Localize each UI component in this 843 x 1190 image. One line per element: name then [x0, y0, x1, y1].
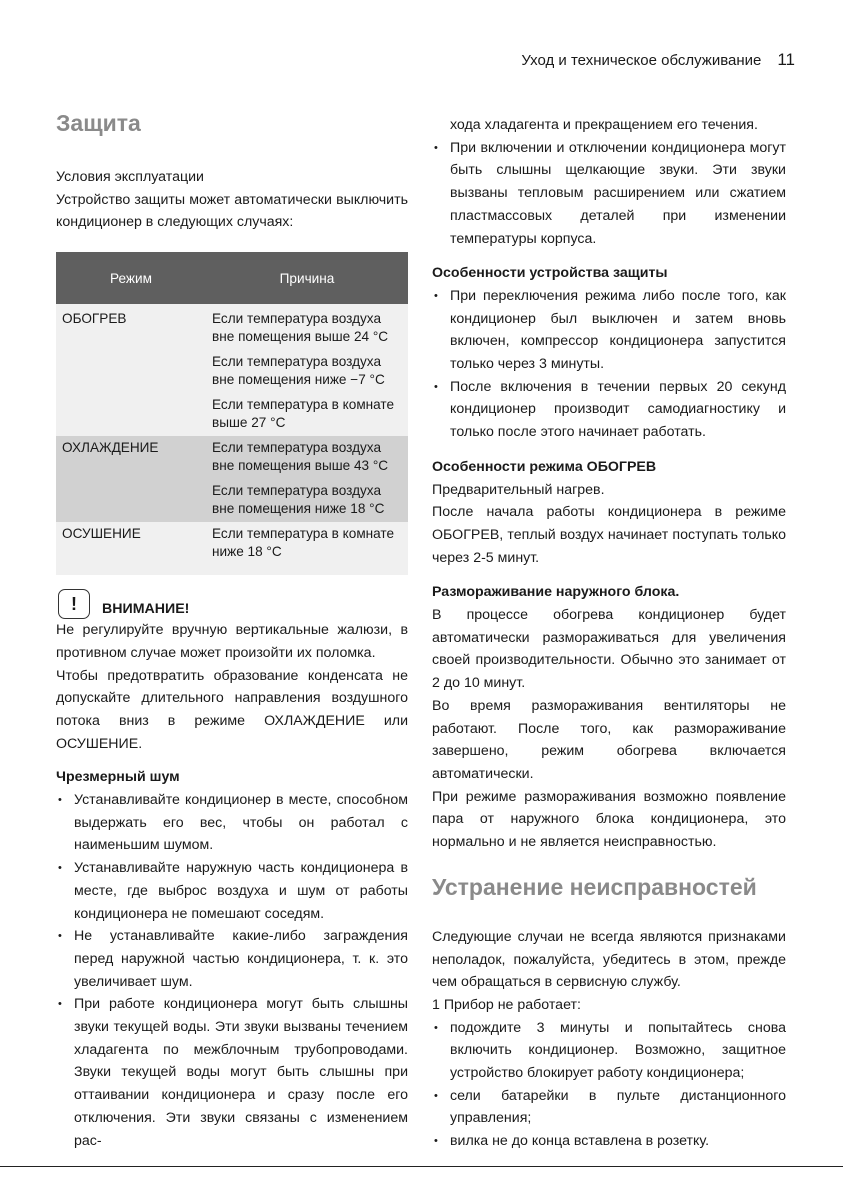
- defrost-text: Во время размораживания вентиляторы не работают. После того, как размораживание завершено, режим обогрева включается автоматически.: [432, 697, 786, 782]
- troubleshooting-list: [432, 1017, 786, 1153]
- reason-cell: Если температура воздуха вне помещения ниже −7 °C: [212, 354, 385, 388]
- protection-features-title: Особенности устройства защиты: [432, 265, 668, 282]
- page-number: 11: [777, 50, 795, 69]
- list-item: • При работе кондиционера могут быть слышны звуки текущей воды. Эти звуки вызваны течением хладагента по межблочным трубопроводами. Звуки текущей воды могут быть слышны при оттаивании кондиционера и сразу после его отключения. Эти звуки связаны с изменением рас-: [56, 993, 408, 1152]
- table-header-mode: Режим: [56, 252, 206, 304]
- warning-text: Не регулируйте вручную вертикальные жалюзи, в противном случае может произойти их поломка.: [56, 622, 408, 661]
- list-item: • Устанавливайте наружную часть кондиционера в месте, где выброс воздуха и шум от работы кондиционера не помешают соседям.: [56, 857, 408, 925]
- warning-text: Чтобы предотвратить образование конденсата не допускайте длительного направления воздушного потока вниз в режиме ОХЛАЖДЕНИЕ или ОСУШЕНИЕ.: [56, 667, 408, 752]
- noise-title: Чрезмерный шум: [56, 769, 180, 786]
- conditions-text: Условия эксплуатации: [56, 169, 204, 185]
- reason-cell: Если температура воздуха вне помещения ниже 18 °C: [212, 483, 385, 517]
- right-column: [432, 114, 786, 1153]
- left-column: [56, 108, 408, 1152]
- numbered-item: 1 Прибор не работает:: [432, 996, 581, 1013]
- table-row: [56, 436, 408, 522]
- protection-table: [56, 252, 408, 575]
- heat-text: После начала работы кондиционера в режиме ОБОГРЕВ, теплый воздух начинает поступать только через 2-5 минут.: [432, 504, 786, 566]
- list-item: • Не устанавливайте какие-либо заграждения перед наружной частью кондиционера, т. к. это увеличивает шум.: [56, 925, 408, 993]
- mode-cell: ОХЛАЖДЕНИЕ: [62, 440, 159, 456]
- heat-text: Предварительный нагрев.: [432, 481, 605, 498]
- list-item: • После включения в течении первых 20 секунд кондиционер производит самодиагностику и только после этого начинает работать.: [432, 376, 786, 444]
- protection-title: Защита: [56, 110, 141, 136]
- reason-cell: Если температура в комнате выше 27 °C: [212, 397, 395, 431]
- defrost-text: При режиме размораживания возможно появление пара от наружного блока кондиционера, это нормально и не является неисправностью.: [432, 788, 786, 851]
- defrost-title: Размораживание наружного блока.: [432, 584, 680, 601]
- list-item: • подождите 3 минуты и попытайтесь снова включить кондиционер. Возможно, защитное устройство блокирует работу кондиционера;: [432, 1017, 786, 1085]
- protection-features-list: [432, 285, 786, 444]
- protection-intro: Устройство защиты может автоматически выключить кондиционер в следующих случаях:: [56, 191, 408, 231]
- list-item: • вилка не до конца вставлена в розетку.: [432, 1130, 786, 1153]
- troubleshooting-intro: Следующие случаи не всегда являются признаками неполадок, пожалуйста, убедитесь в этом, прежде чем обращаться в сервисную службу.: [432, 928, 786, 991]
- reason-cell: Если температура воздуха вне помещения выше 24 °C: [212, 311, 389, 345]
- list-item: • сели батарейки в пульте дистанционного управления;: [432, 1085, 786, 1130]
- table-header-reason: Причина: [206, 252, 408, 304]
- list-item: • При переключения режима либо после того, как кондиционер был выключен и затем вновь включен, компрессор кондиционера запустится только через 3 минуты.: [432, 285, 786, 376]
- warning-block: [56, 589, 408, 619]
- defrost-text: В процессе обогрева кондиционер будет автоматически размораживаться для увеличения своей производительности. Обычно это занимает от 2 до 10 минут.: [432, 607, 786, 692]
- noise-list: [56, 789, 408, 1152]
- warning-icon: !: [58, 589, 90, 619]
- reason-cell: Если температура в комнате ниже 18 °C: [212, 526, 395, 560]
- footer-rule: [0, 1166, 843, 1167]
- warning-title: ВНИМАНИЕ!: [102, 601, 190, 618]
- page-header: [521, 50, 795, 70]
- reason-cell: Если температура воздуха вне помещения выше 43 °C: [212, 440, 389, 474]
- section-title: Уход и техническое обслуживание: [521, 52, 762, 69]
- mode-cell: ОБОГРЕВ: [62, 311, 127, 327]
- continued-text: хода хладагента и прекращением его течения.: [450, 117, 758, 133]
- heat-features-title: Особенности режима ОБОГРЕВ: [432, 458, 657, 475]
- troubleshooting-title: Устранение неисправностей: [432, 873, 757, 900]
- table-row: [56, 522, 408, 575]
- table-row: [56, 304, 408, 436]
- list-item: • При включении и отключении кондиционера могут быть слышны щелкающие звуки. Эти звуки вызваны тепловым расширением или сжатием пластмассовых деталей при изменении температуры корпуса.: [432, 137, 786, 251]
- mode-cell: ОСУШЕНИЕ: [62, 526, 141, 542]
- list-item: • Устанавливайте кондиционер в месте, способном выдержать его вес, чтобы он работал с наименьшим шумом.: [56, 789, 408, 857]
